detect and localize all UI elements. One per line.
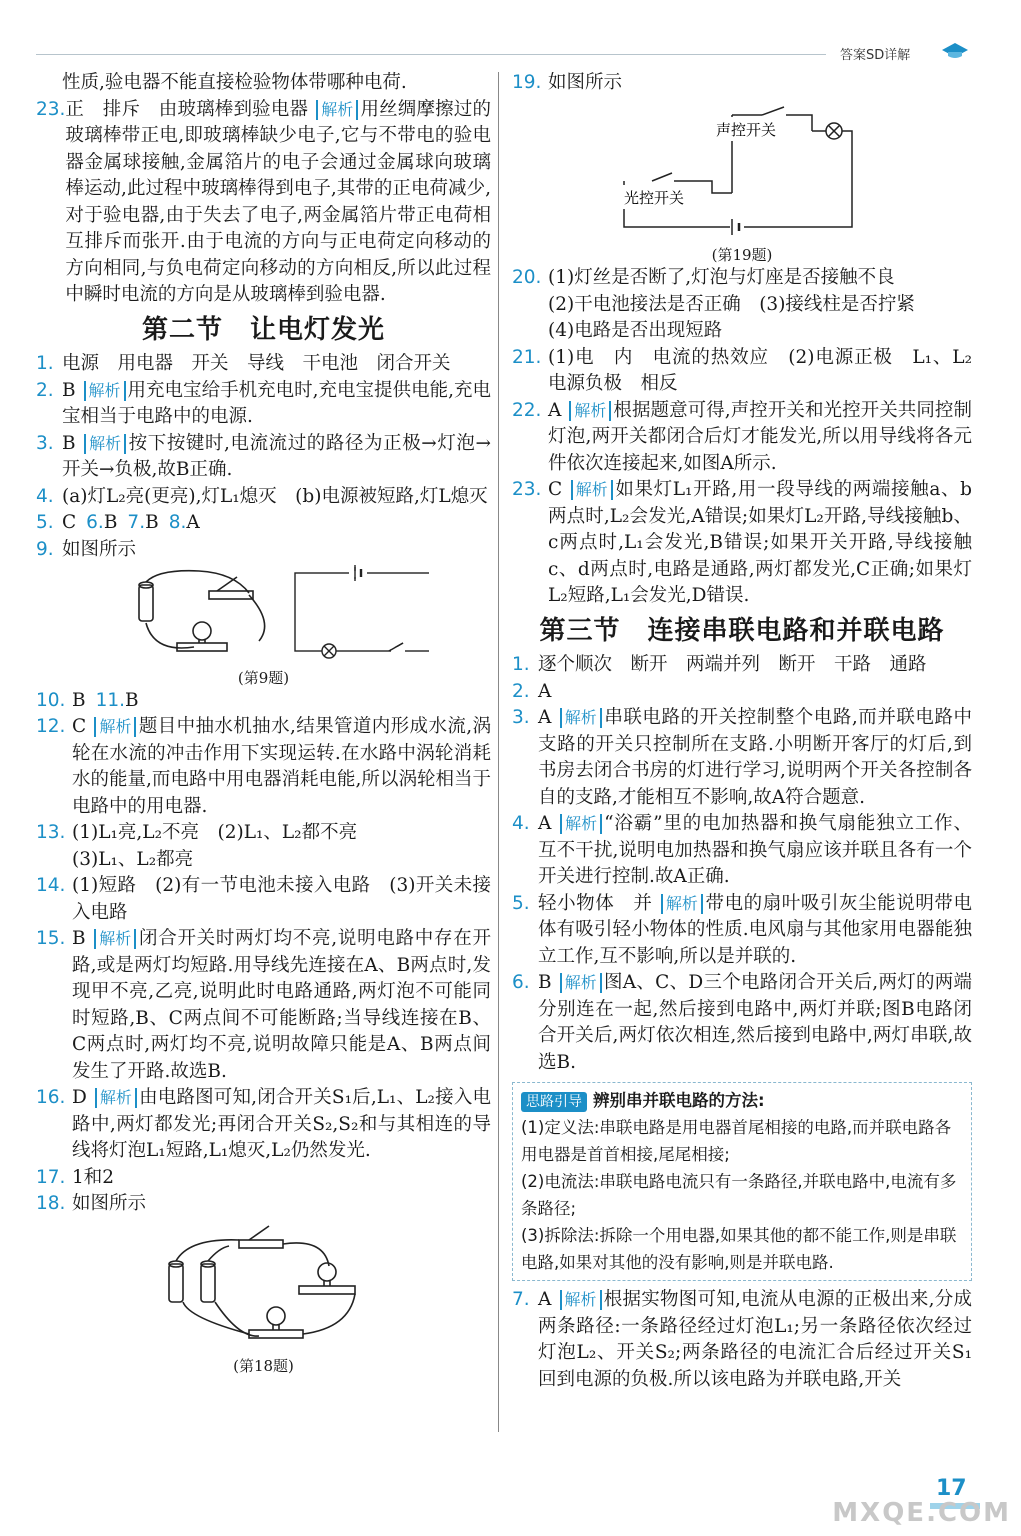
answer: A [538,1289,552,1310]
analysis-tag: 解析 [560,973,602,993]
analysis-tag: 解析 [560,708,602,728]
s2-questions-10-11 [36,688,491,715]
answer: 如图所示 [548,72,623,93]
page-number: 17 [936,1476,967,1501]
answer: B [72,928,86,949]
question-number: 17. [36,1166,66,1188]
analysis-tag: 解析 [84,434,126,454]
answer-line: (2)干电池接法是否正确 (3)接线柱是否拧紧 [548,293,915,315]
analysis-text: 带电的扇叶吸引灰尘能说明带电体有吸引轻小物体的性质.电风扇与其他家用电器能独立工作,互不影响,所以是并联的. [538,892,972,967]
question-19 [512,70,972,97]
analysis-tag: 解析 [560,1290,602,1310]
question-number: 14. [36,875,66,896]
answer-line: (1)灯丝是否断了,灯泡与灯座是否接触不良 [548,267,895,288]
s2-question-2 [36,378,491,431]
answer: C [62,512,77,533]
column-divider [498,72,499,1432]
answer: A [538,707,552,728]
analysis-text: 题目中抽水机抽水,结果管道内形成水流,涡轮在水流的冲击作用下实现运转.在水路中涡轮消耗水的能量,而电路中用电器消耗电能,所以涡轮相当于电路中的用电器. [72,716,491,817]
analysis-tag: 解析 [661,894,703,914]
s2-question-12 [36,714,491,820]
question-number: 18. [36,1193,66,1214]
answer: B [103,512,118,533]
s2-question-17 [36,1165,491,1192]
answer-line: (3)L₁、L₂都亮 [72,848,194,870]
analysis-tag: 解析 [84,381,126,401]
figure-caption: (第18题) [233,1357,294,1375]
question-number: 12. [36,716,66,737]
s2-questions-5-8 [36,510,491,537]
s2-question-9 [36,537,491,564]
question-number: 4. [36,485,54,507]
analysis-tag: 解析 [95,1088,137,1108]
question-number: 21. [512,346,542,368]
s3-question-7 [512,1287,972,1393]
s3-question-5 [512,891,972,971]
hint-box [512,1082,972,1281]
s2-question-14 [36,873,491,926]
question-number: 23. [36,98,66,120]
analysis-text: 按下按键时,电流流过的路径为正极→灯泡→开关→负极,故B正确. [62,432,491,480]
section-title: 第三节 连接串联电路和并联电路 [539,615,945,646]
question-20 [512,265,972,345]
answer: B [62,432,76,454]
question-number: 1. [512,654,530,675]
answer: A [548,399,562,421]
question-number: 5. [512,892,530,914]
question-22 [512,398,972,478]
analysis-tag: 解析 [560,814,602,834]
hint-paragraph: (3)拆除法:拆除一个用电器,如果其他的都不能工作,则是串联电路,如果对其他的没有影响,则是并联电路. [521,1226,957,1272]
answer: (1)电 内 电流的热效应 (2)电源正极 L₁、L₂ 电源负极 相反 [548,346,991,394]
answer: B [538,972,552,993]
answer: 如图所示 [72,1193,147,1214]
s3-question-6 [512,970,972,1076]
circuit-figure-19 [612,97,872,237]
header-rule [36,54,826,55]
analysis-text: 串联电路的开关控制整个电路,而并联电路中支路的开关只控制所在支路.小明断开客厅的灯后,到书房去闭合书房的灯进行学习,说明两个开关各控制各自的支路,才能相互不影响,故A符合题意. [538,707,972,808]
s2-question-13 [36,820,491,873]
label-sound-switch: 声控开关 [716,120,777,139]
answer: 电源 用电器 开关 导线 干电池 闭合开关 [62,353,451,374]
question-number: 3. [36,432,54,454]
s2-question-3 [36,431,491,484]
figure-9 [36,563,491,688]
question-number: 16. [36,1087,66,1108]
question-number: 5. [36,512,54,533]
question-number: 9. [36,538,54,560]
answer: A [538,813,552,834]
figure-19 [512,97,972,266]
answer: C [548,479,563,500]
question-number: 15. [36,928,66,949]
s2-question-18 [36,1191,491,1218]
answer: D [72,1087,87,1108]
analysis-tag: 解析 [571,480,613,500]
s3-question-2 [512,679,972,706]
answer: B [125,689,139,711]
right-column [512,70,991,1393]
answer: 正 排斥 由玻璃棒到验电器 [65,98,309,120]
analysis-tag: 解析 [94,929,136,949]
analysis-text: 图A、C、D三个电路闭合开关后,两灯的两端分别连在一起,然后接到电路中,两灯并联;图B电路闭合开关后,两灯依次相连,然后接到电路中,两灯串联,故选B. [538,972,972,1073]
figure-caption: (第19题) [711,246,773,264]
answer: (a)灯L₂亮(更亮),灯L₁熄灭 (b)电源被短路,灯L熄灭 [62,485,488,507]
question-number: 13. [36,822,66,843]
header-title: 答案SD详解 [840,48,911,63]
hint-title: 辨别串并联电路的方法: [593,1091,765,1110]
question-number: 6. [512,972,530,993]
hint-paragraph: (2)电流法:串联电路电流只有一条路径,并联电路中,电流有多条路径; [521,1172,957,1218]
answer: 逐个顺次 断开 两端并列 断开 干路 通路 [538,654,927,675]
question-number: 23. [512,479,542,500]
s2-question-4 [36,484,491,511]
analysis-tag: 解析 [94,717,136,737]
question-number: 4. [512,813,530,834]
answer: 如图所示 [62,538,137,560]
answer: B [145,512,159,533]
hint-paragraph: (1)定义法:串联电路是用电器首尾相接的电路,而并联电路各用电器是首首相接,尾尾相接; [521,1118,952,1164]
question-number: 2. [512,680,530,702]
answer-line: (4)电路是否出现短路 [548,320,723,341]
hint-tag: 思路引导 [521,1092,587,1112]
question-number: 3. [512,707,530,728]
question-21 [512,345,991,398]
analysis-tag: 解析 [569,401,611,421]
analysis-text: 如果灯L₁开路,用一段导线的两端接触a、b两点时,L₂会发光,A错误;如果灯L₂开路,导线接触b、c两点时,L₁会发光,B错误;如果开关开路,导线接触c、d两点时,电路是通路,两灯都发光,C正确;如果灯L₂短路,L₁会发光,D错误. [548,479,972,606]
question-number: 19. [512,72,542,93]
figure-18 [36,1218,491,1377]
answer: B [62,379,76,401]
answer: A [538,680,552,702]
answer: 1和2 [72,1166,115,1188]
answer-line: (1)L₁亮,L₂不亮 (2)L₁、L₂都不亮 [72,822,358,843]
section-title: 第二节 让电灯发光 [141,314,385,345]
analysis-text: 根据实物图可知,电流从电源的正极出来,分成两条路径:一条路径经过灯泡L₁;另一条路径依次经过灯泡L₂、开关S₂;两条路径的电流汇合后经过开关S₁回到电源的负极.所以该电路为并联电路,开关 [538,1289,972,1390]
question-number: 8. [168,512,187,533]
answer: A [186,512,200,533]
analysis-text: 根据题意可得,声控开关和光控开关共同控制灯泡,两开关都闭合后灯才能发光,所以用导线将各元件依次连接起来,如图A所示. [548,399,972,474]
answer: C [72,716,87,737]
label-light-switch: 光控开关 [624,188,685,207]
s2-question-15 [36,926,491,1085]
s3-question-1 [512,652,972,679]
left-column [36,70,491,1376]
question-number: 6. [86,512,104,533]
answer: (1)短路 (2)有一节电池未接入电路 (3)开关未接入电路 [72,875,491,923]
s2-question-16 [36,1085,491,1165]
question-number: 2. [36,379,54,401]
question-number: 11. [95,689,126,711]
continued-text: 性质,验电器不能直接检验物体带哪种电荷. [62,72,407,93]
analysis-text: 用充电宝给手机充电时,充电宝提供电能,充电宝相当于电路中的电源. [62,379,491,427]
question-23 [36,97,491,309]
circuit-figure-9 [99,563,429,659]
s3-question-3 [512,705,972,811]
analysis-text: 用丝绸摩擦过的玻璃棒带正电,即玻璃棒缺少电子,它与不带电的验电器金属球接触,金属箔片的电子会通过金属球向玻璃棒运动,此过程中玻璃棒得到电子,其带的正电荷减少,对于验电器,由于失去了电子,两金属箔片带正电荷相互排斥而张开.由于电流的方向与正电荷定向移动的方向相同,与负电荷定向移动的方向相反,所以此过程中瞬时电流的方向是从玻璃棒到验电器. [65,98,491,305]
analysis-tag: 解析 [316,100,358,120]
answer: B [72,689,86,711]
question-number: 22. [512,399,542,421]
analysis-text: 闭合开关时两灯均不亮,说明电路中存在开路,或是两灯均短路.用导线先连接在A、B两点时,发现甲不亮,乙亮,说明此时电路通路,两灯泡不可能同时短路,B、C两点间不可能断路;当导线连接在B、C两点时,两灯均不亮,说明故障只能是A、B两点间发生了开路.故选B. [72,928,491,1082]
answer: 轻小物体 并 [538,892,653,914]
s3-question-4 [512,811,972,891]
analysis-text: “浴霸”里的电加热器和换气扇能独立工作、互不干扰,说明电加热器和换气扇应该并联且各有一个开关进行控制.故A正确. [538,813,972,887]
question-number: 1. [36,353,54,374]
figure-caption: (第9题) [237,668,290,687]
question-number: 7. [512,1289,530,1310]
watermark: MXQE.COM [832,1498,1011,1528]
question-23-right [512,477,972,610]
circuit-figure-18 [149,1218,379,1348]
question-number: 20. [512,267,542,288]
header-logo-icon [940,40,970,60]
question-number: 10. [36,689,66,711]
question-number: 7. [127,512,146,533]
s2-question-1 [36,351,491,378]
analysis-text: 由电路图可知,闭合开关S₁后,L₁、L₂接入电路中,两灯都发光;再闭合开关S₂,S₂和与其相连的导线将灯泡L₁短路,L₁熄灭,L₂仍然发光. [72,1087,491,1161]
